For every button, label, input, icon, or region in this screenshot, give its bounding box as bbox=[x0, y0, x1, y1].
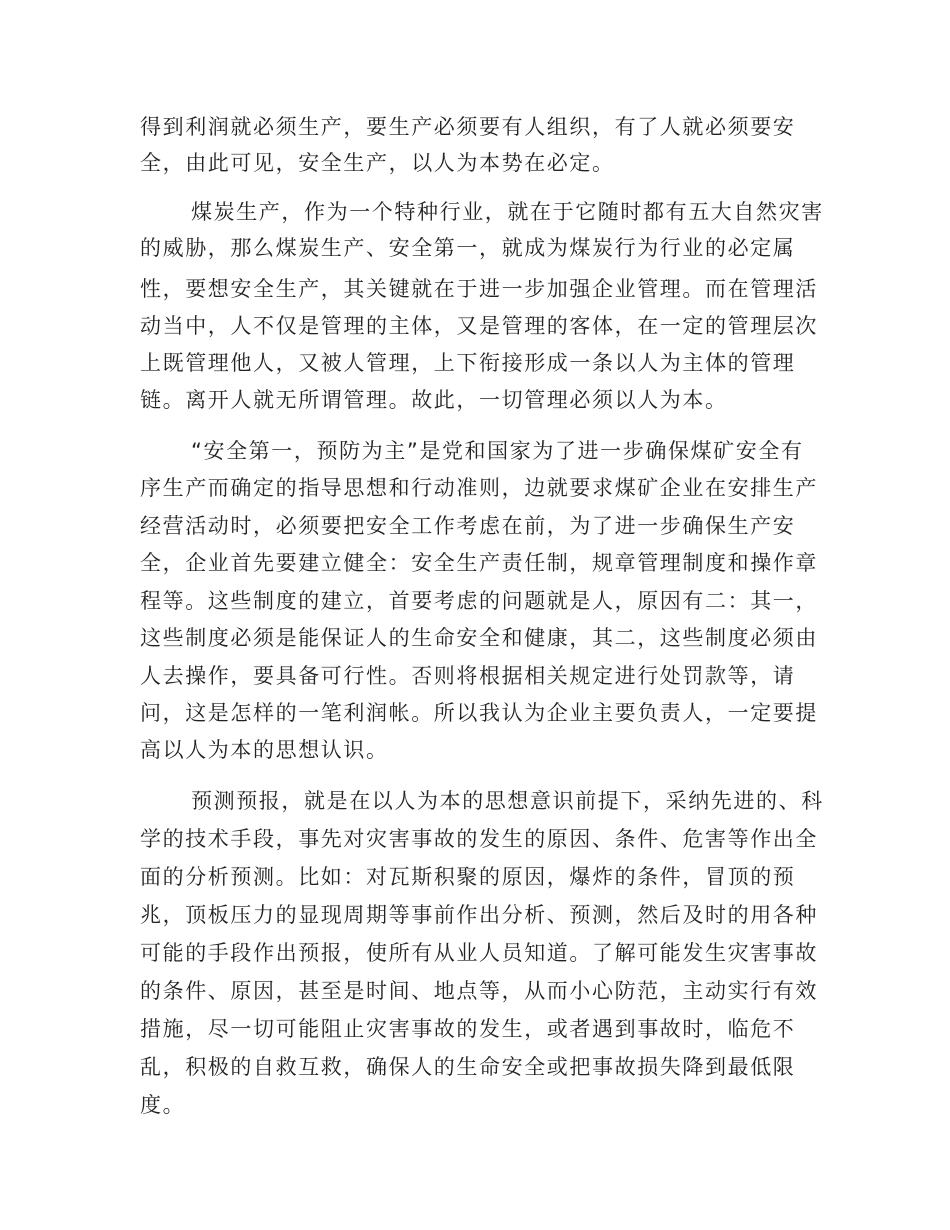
paragraph-4-line-9: 度。 bbox=[140, 1093, 186, 1117]
paragraph-4-line-6: 的条件、原因，甚至是时间、地点等，从而小心防范，主动实行有效 bbox=[140, 979, 818, 1003]
paragraph-4-line-7: 措施，尽一切可能阻止灾害事故的发生，或者遇到事故时，临危不 bbox=[140, 1017, 796, 1041]
paragraph-4-line-3: 面的分析预测。比如：对瓦斯积聚的原因，爆炸的条件，冒顶的预 bbox=[140, 865, 796, 889]
paragraph-4-line-4: 兆，顶板压力的显现周期等事前作出分析、预测，然后及时的用各种 bbox=[140, 903, 818, 927]
paragraph-1-line-1: 得到利润就必须生产，要生产必须要有人组织，有了人就必须要安 bbox=[140, 115, 796, 139]
paragraph-3-line-2: 序生产而确定的指导思想和行动准则，边就要求煤矿企业在安排生产 bbox=[140, 476, 818, 500]
paragraph-3-line-9: 高以人为本的思想认识。 bbox=[140, 738, 389, 762]
paragraph-3-line-3: 经营活动时，必须要把安全工作考虑在前，为了进一步确保生产安 bbox=[140, 514, 796, 538]
paragraph-1-line-2: 全，由此可见，安全生产，以人为本势在必定。 bbox=[140, 151, 615, 175]
paragraph-2-line-4: 动当中，人不仅是管理的主体，又是管理的客体，在一定的管理层次 bbox=[140, 314, 818, 338]
paragraph-3-line-5: 程等。这些制度的建立，首要考虑的问题就是人，原因有二：其一， bbox=[140, 589, 818, 613]
paragraph-2-line-3: 性，要想安全生产，其关键就在于进一步加强企业管理。而在管理活 bbox=[140, 277, 818, 301]
paragraph-3-line-8: 问，这是怎样的一笔利润帐。所以我认为企业主要负责人，一定要提 bbox=[140, 701, 818, 725]
paragraph-2-line-5: 上既管理他人，又被人管理，上下衔接形成一条以人为主体的管理 bbox=[140, 351, 796, 375]
paragraph-4-line-8: 乱，积极的自救互救，确保人的生命安全或把事故损失降到最低限 bbox=[140, 1055, 796, 1079]
paragraph-4-line-5: 可能的手段作出预报，使所有从业人员知道。了解可能发生灾害事故 bbox=[140, 941, 818, 965]
paragraph-2-line-6: 链。离开人就无所谓管理。故此，一切管理必须以人为本。 bbox=[140, 388, 728, 412]
paragraph-3-line-1: “安全第一，预防为主”是党和国家为了进一步确保煤矿安全有 bbox=[191, 439, 804, 463]
paragraph-3-line-4: 全，企业首先要建立健全：安全生产责任制，规章管理制度和操作章 bbox=[140, 551, 818, 575]
paragraph-2-line-1: 煤炭生产，作为一个特种行业，就在于它随时都有五大自然灾害 bbox=[191, 200, 824, 224]
paragraph-4-line-2: 学的技术手段，事先对灾害事故的发生的原因、条件、危害等作出全 bbox=[140, 827, 818, 851]
paragraph-2-line-2: 的威胁，那么煤炭生产、安全第一，就成为煤炭行为行业的必定属 bbox=[140, 236, 796, 260]
paragraph-3-line-7: 人去操作，要具备可行性。否则将根据相关规定进行处罚款等，请 bbox=[140, 664, 796, 688]
paragraph-3-line-6: 这些制度必须是能保证人的生命安全和健康，其二，这些制度必须由 bbox=[140, 626, 818, 650]
paragraph-4-line-1: 预测预报，就是在以人为本的思想意识前提下，采纳先进的、科 bbox=[191, 789, 824, 813]
